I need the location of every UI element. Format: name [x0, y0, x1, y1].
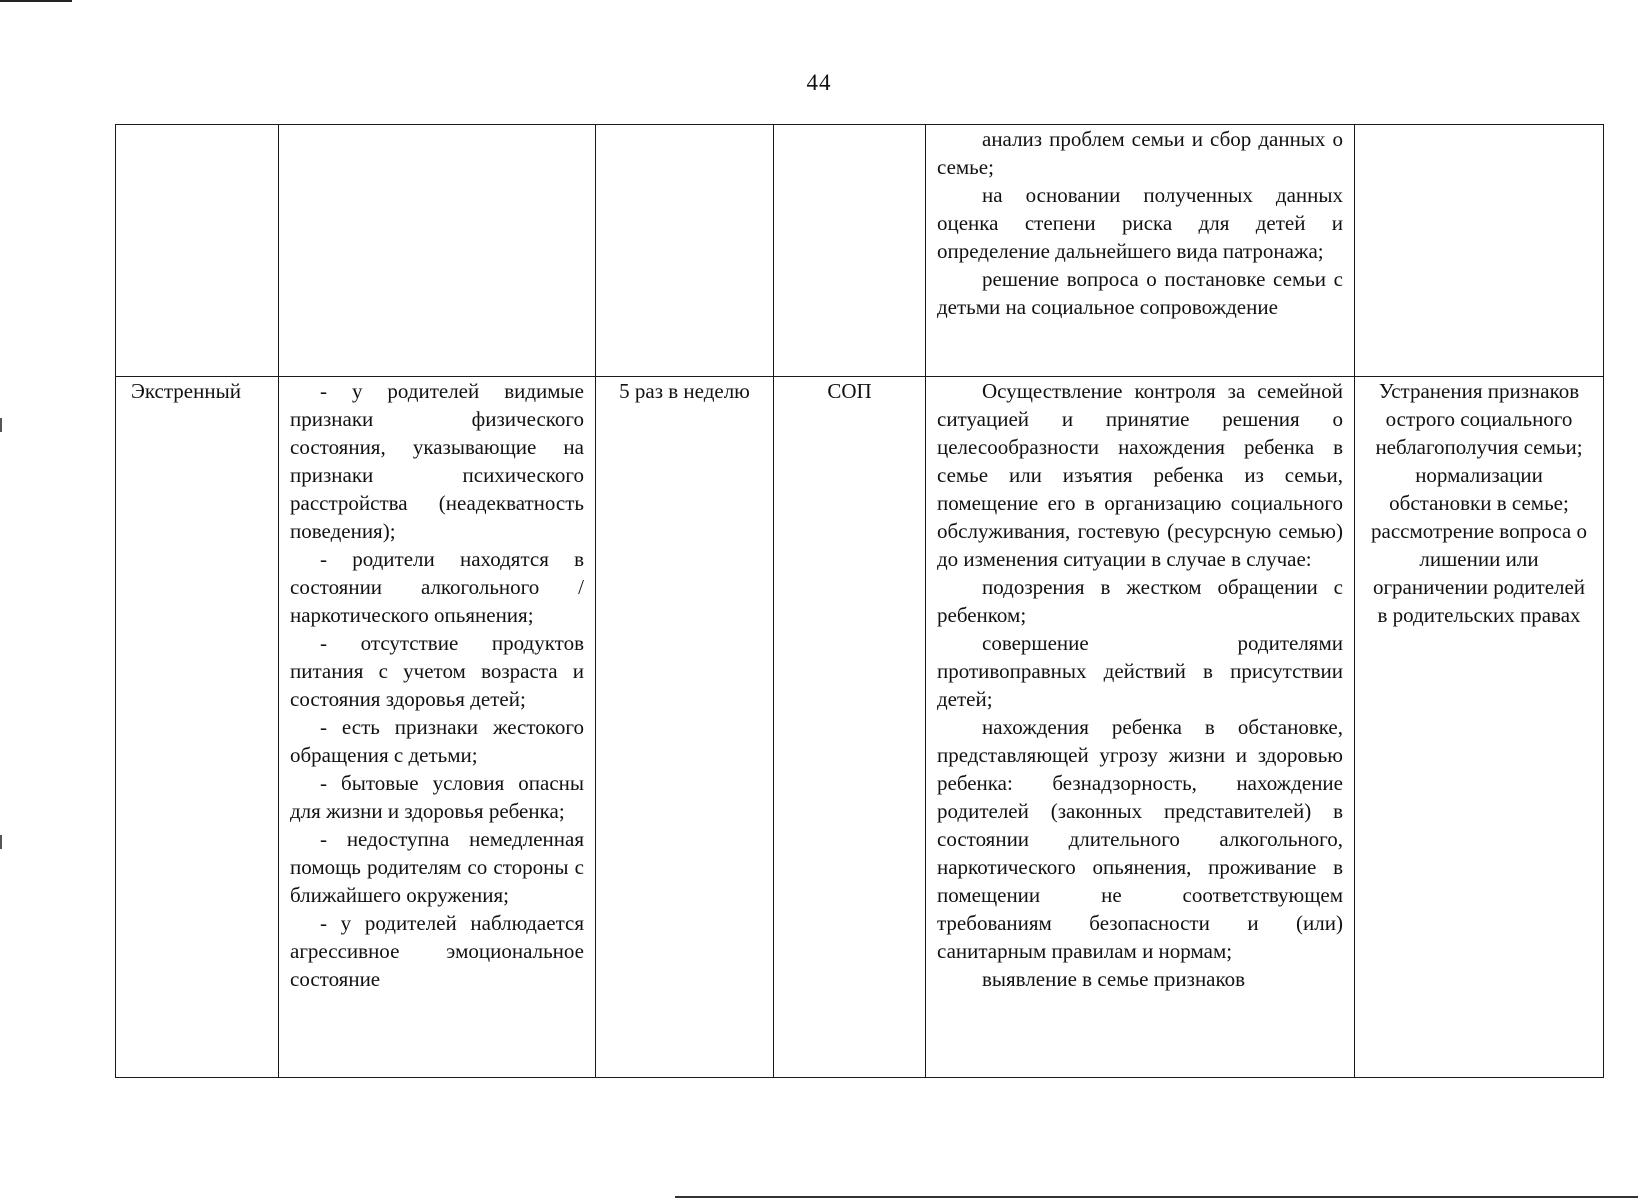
table-cell-result — [1355, 125, 1604, 377]
criteria-item: - отсутствие продуктов питания с учетом возраста и состояния здоровья детей; — [290, 631, 584, 711]
actions-paragraph: анализ проблем семьи и сбор данных о семье; — [937, 127, 1343, 179]
result-item: нормализации обстановки в семье; — [1389, 463, 1569, 515]
criteria-item: - недоступна немедленная помощь родителям со стороны с ближайшего окружения; — [290, 827, 584, 907]
actions-paragraph: Осуществление контроля за семейной ситуацией и принятие решения о целесообразности нахождения ребенка в семье или изъятия ребенка из семьи, помещение его в организацию социального обслуживания, гостевую (ресурсную семью) до изменения ситуации в случае в случае: — [937, 379, 1343, 571]
actions-paragraph: решение вопроса о постановке семьи с детьми на социальное сопровождение — [937, 267, 1343, 319]
actions-paragraph: нахождения ребенка в обстановке, представляющей угрозу жизни и здоровью ребенка: безнадзорность, нахождение родителей (законных представителей) в состоянии длительного алкогольного, наркотического опьянения, проживание в помещении не соответствующем требованиям безопасности и (или) санитарным правилам и нормам; — [937, 715, 1343, 963]
table-cell-frequency — [596, 125, 774, 377]
criteria-item: - родители находятся в состоянии алкогольного /наркотического опьянения; — [290, 547, 584, 627]
table-row-emergency — [116, 377, 1604, 1078]
patronage-type: Экстренный — [131, 379, 241, 403]
scan-edge-mark — [675, 1196, 1638, 1198]
table-cell-type — [116, 125, 279, 377]
table-cell-result — [1355, 377, 1604, 1078]
scan-edge-mark — [0, 0, 72, 2]
actions-paragraph: на основании полученных данных оценка степени риска для детей и определение дальнейшего вида патронажа; — [937, 183, 1343, 263]
criteria-item: - есть признаки жестокого обращения с детьми; — [290, 715, 584, 767]
scan-edge-tick — [0, 418, 2, 432]
actions-paragraph: подозрения в жестком обращении с ребенком; — [937, 575, 1343, 627]
table-row-continued — [116, 125, 1604, 377]
responsible-party: СОП — [827, 379, 872, 403]
criteria-item: - бытовые условия опасны для жизни и здоровья ребенка; — [290, 771, 584, 823]
result-item: рассмотрение вопроса о лишении или ограничении родителей в родительских правах — [1371, 519, 1587, 627]
visit-frequency: 5 раз в неделю — [619, 379, 750, 403]
table-cell-actions — [926, 377, 1355, 1078]
table-cell-type — [116, 377, 279, 1078]
table-cell-responsible — [774, 377, 926, 1078]
document-table — [115, 124, 1604, 1078]
result-item: Устранения признаков острого социального неблагополучия семьи; — [1375, 379, 1583, 459]
page-number: 44 — [806, 70, 832, 95]
actions-paragraph: совершение родителями противоправных действий в присутствии детей; — [937, 631, 1343, 711]
table-cell-actions — [926, 125, 1355, 377]
criteria-item: - у родителей наблюдается агрессивное эмоциональное состояние — [290, 911, 584, 991]
criteria-item: - у родителей видимые признаки физического состояния, указывающие на признаки психического расстройства (неадекватность поведения); — [290, 379, 584, 543]
table-cell-frequency — [596, 377, 774, 1078]
scan-edge-tick — [0, 835, 2, 849]
table-cell-responsible — [774, 125, 926, 377]
table-cell-criteria — [279, 125, 596, 377]
actions-paragraph: выявление в семье признаков — [982, 967, 1246, 991]
table-cell-criteria — [279, 377, 596, 1078]
